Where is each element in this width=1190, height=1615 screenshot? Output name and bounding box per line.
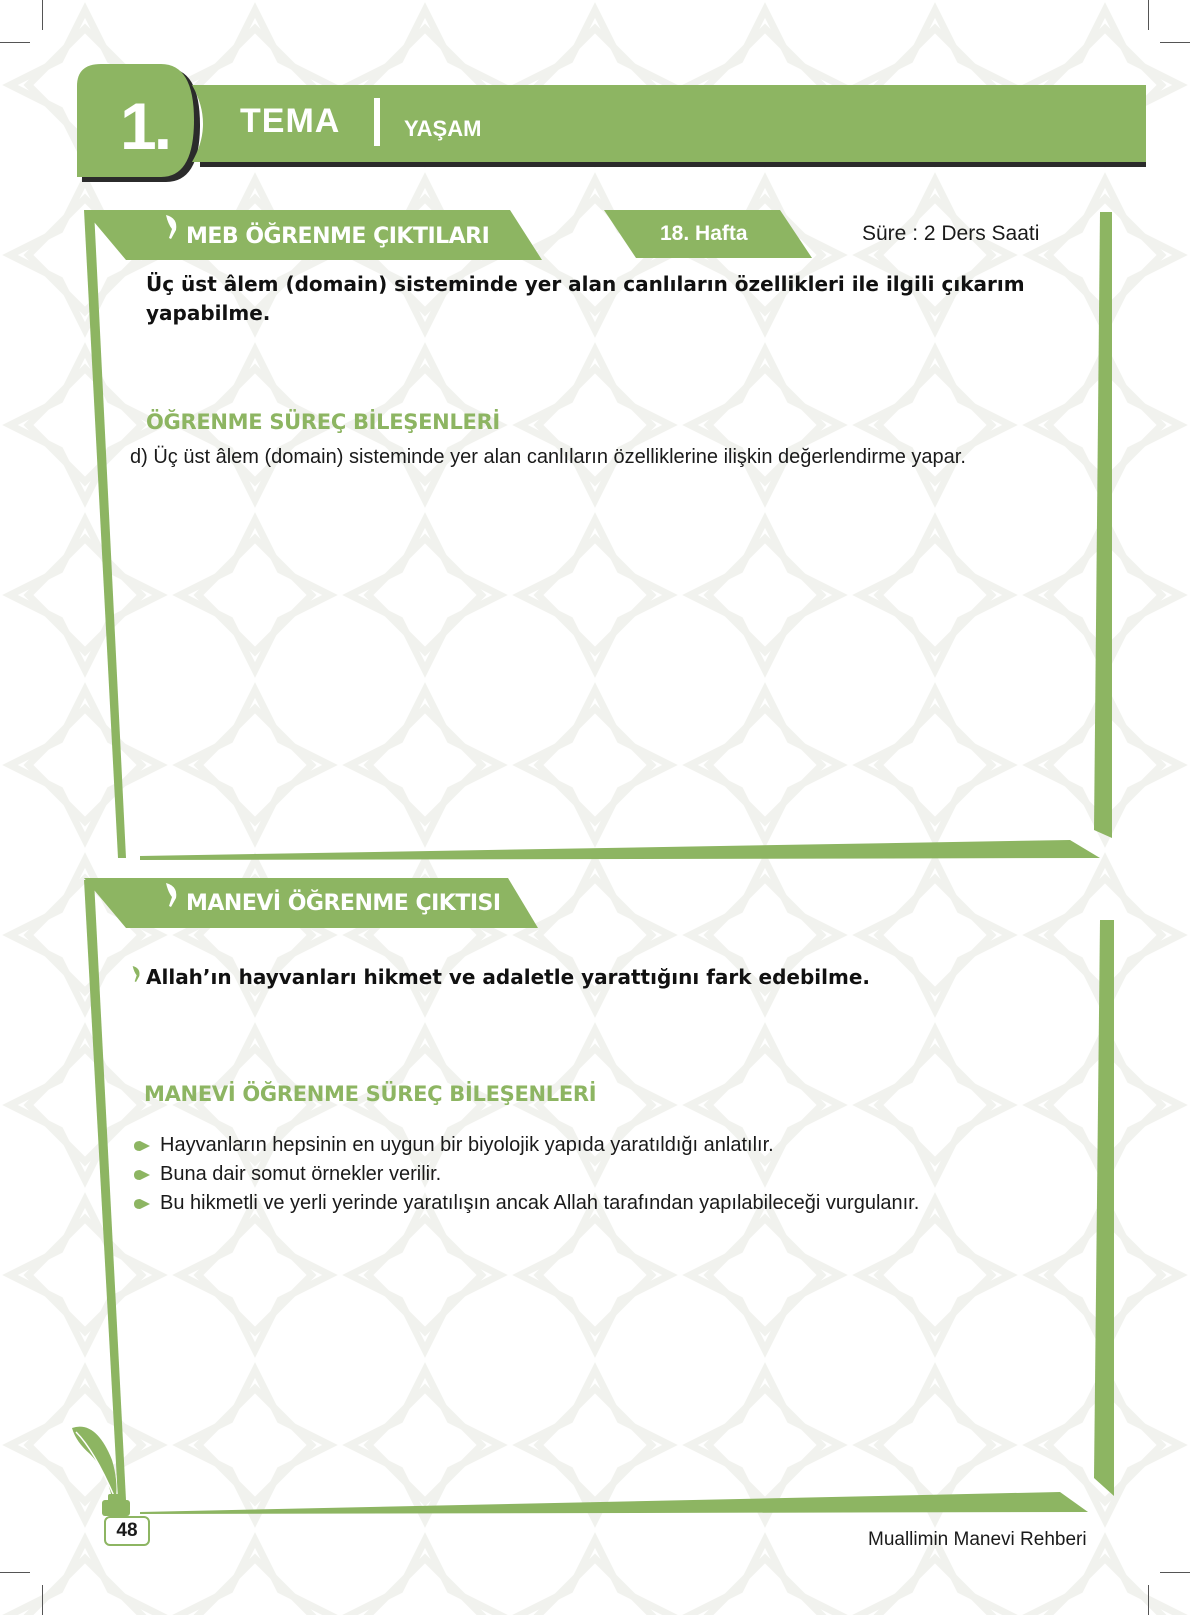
quill-icon (162, 214, 180, 240)
book-title: Muallimin Manevi Rehberi (868, 1529, 1087, 1550)
bullet-icon (132, 1169, 152, 1181)
week-label: 18. Hafta (660, 222, 748, 245)
bullet-icon (132, 1140, 152, 1152)
quill-icon (130, 963, 142, 985)
list-item (132, 1189, 919, 1218)
manevi-outcome: Allah’ın hayvanları hikmet ve adaletle yarattığını fark edebilme. (146, 965, 870, 989)
theme-label: TEMA (240, 102, 341, 140)
inkwell-quill-icon (66, 1420, 146, 1520)
bullet-text: Bu hikmetli ve yerli yerinde yaratılışın ancak Allah tarafından yapılabileceği vurgulanır. (160, 1192, 920, 1214)
meb-process-heading: ÖĞRENME SÜREÇ BİLEŞENLERİ (146, 410, 500, 434)
manevi-tab-title: MANEVİ ÖĞRENME ÇIKTISI (186, 891, 501, 916)
duration-label: Süre : 2 Ders Saati (862, 222, 1040, 245)
theme-separator (374, 98, 380, 146)
theme-number: 1. (120, 89, 170, 163)
list-item (132, 1160, 919, 1189)
manevi-process-heading: MANEVİ ÖĞRENME SÜREÇ BİLEŞENLERİ (144, 1082, 597, 1106)
list-item (132, 1131, 919, 1160)
manevi-bullet-list (132, 1131, 919, 1218)
quill-icon (162, 882, 180, 908)
theme-name: YAŞAM (404, 116, 482, 141)
bullet-text: Hayvanların hepsinin en uygun bir biyolojik yapıda yaratıldığı anlatılır. (160, 1134, 774, 1156)
page-number: 48 (104, 1516, 150, 1546)
meb-tab-title: MEB ÖĞRENME ÇIKTILARI (186, 224, 490, 249)
bullet-text: Buna dair somut örnekler verilir. (160, 1163, 442, 1185)
bullet-icon (132, 1198, 152, 1210)
meb-outcome: Üç üst âlem (domain) sisteminde yer alan canlıların özellikleri ile ilgili çıkarım yapabilme. (146, 272, 1025, 325)
meb-process-item: d) Üç üst âlem (domain) sisteminde yer alan canlıların özelliklerine ilişkin değerlendirme yapar. (130, 446, 966, 468)
